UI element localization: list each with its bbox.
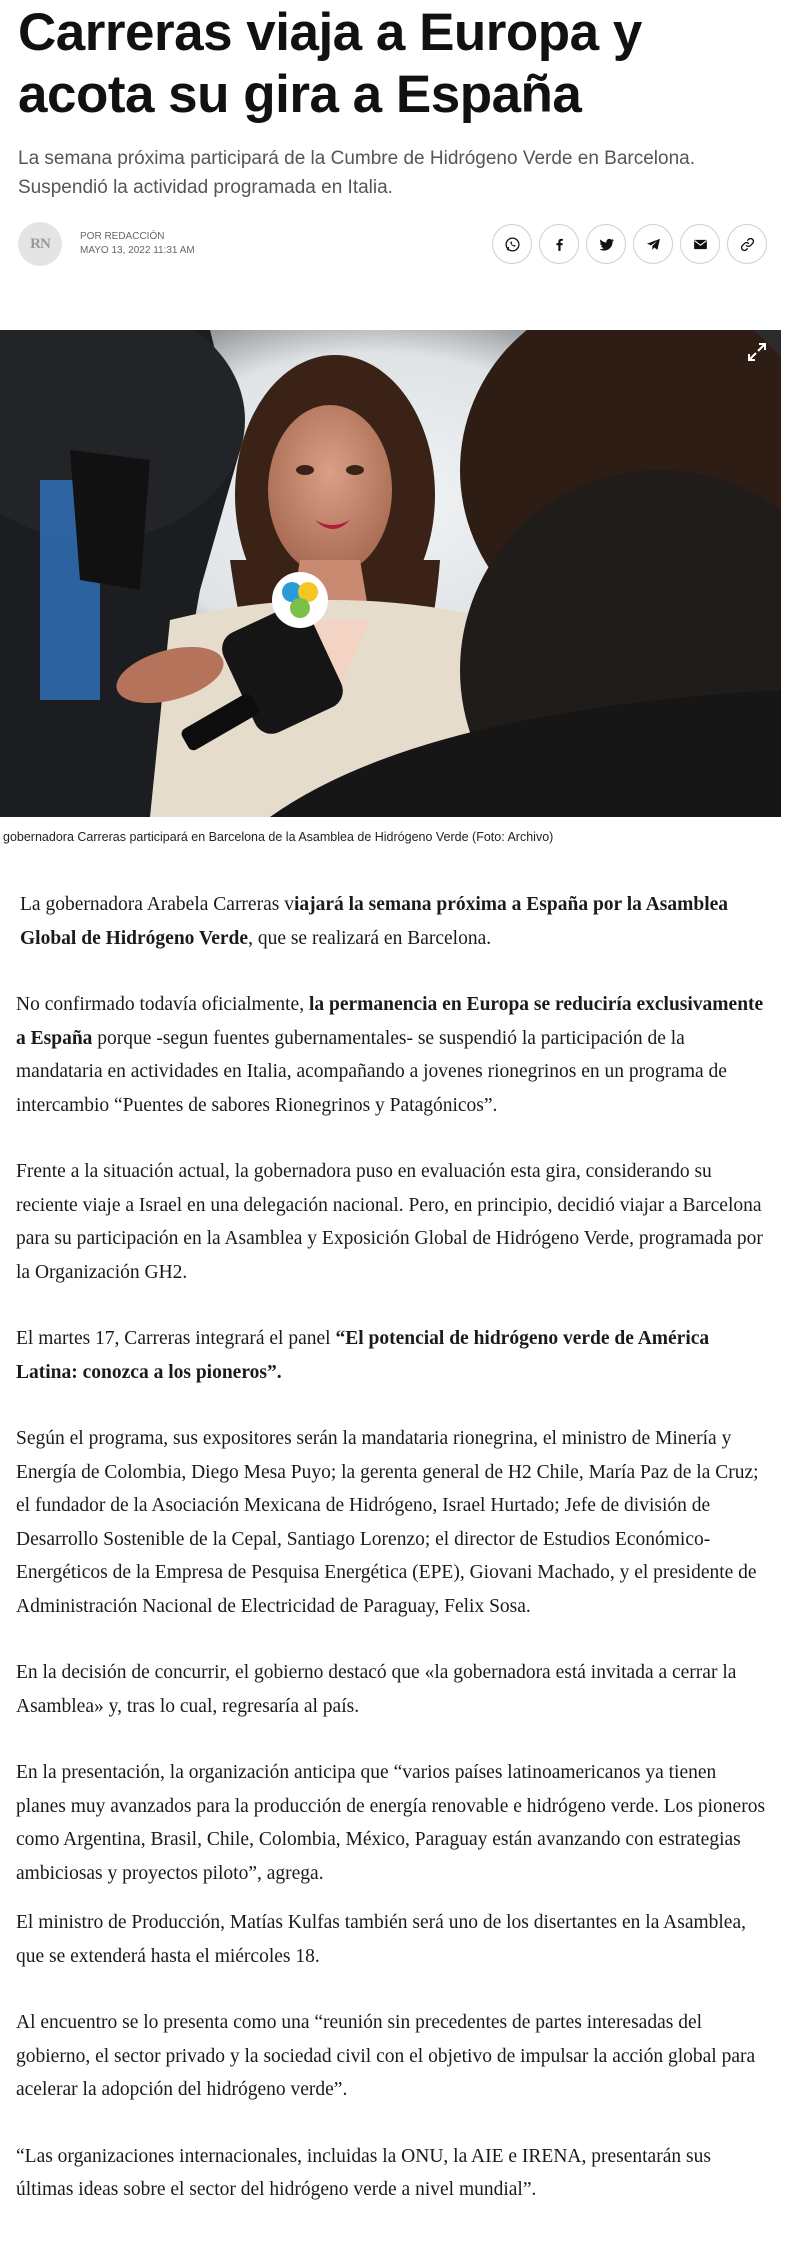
- telegram-share-button[interactable]: [633, 224, 673, 264]
- text-span: El martes 17, Carreras integrará el panel: [16, 1328, 336, 1349]
- article-subtitle: La semana próxima participará de la Cumbre de Hidrógeno Verde en Barcelona. Suspendió la actividad programada en Italia.: [18, 148, 696, 198]
- paragraph-2: [16, 988, 769, 1122]
- article-title: Carreras viaja a Europa y acota su gira a España: [18, 3, 642, 124]
- twitter-share-button[interactable]: [586, 224, 626, 264]
- expand-icon: [745, 340, 769, 364]
- featured-image[interactable]: [0, 330, 781, 817]
- email-icon: [692, 236, 709, 253]
- paragraph-5: Según el programa, sus expositores serán la mandataria rionegrina, el ministro de Minería y Energía de Colombia, Diego Mesa Puyo; la gerenta general de H2 Chile, María Paz de la Cruz; el fundador de la Asociación Mexicana de Hidrógeno, Israel Hurtado; Jefe de división de Desarrollo Sostenible de la Cepal, Santiago Lorenzo; el director de Estudios Económico-Energéticos de la Empresa de Pesquisa Energética (EPE), Giovani Machado, y el presidente de Administración Nacional de Electricidad de Paraguay, Felix Sosa.: [16, 1428, 759, 1617]
- text-span: La gobernadora Arabela Carreras v: [20, 894, 294, 915]
- article-body: [0, 888, 785, 2207]
- paragraph-9: Al encuentro se lo presenta como una “reunión sin precedentes de partes interesadas del gobierno, el sector privado y la sociedad civil con el objetivo de impulsar la acción global para acelerar la adopción del hidrógeno verde”.: [16, 2012, 756, 2100]
- publish-date: MAYO 13, 2022 11:31 AM: [80, 245, 195, 256]
- bold-text: iajará la semana próxima a España por la Asamblea Global de Hidrógeno Verde: [20, 894, 729, 949]
- paragraph-7: En la presentación, la organización anticipa que “varios países latinoamericanos ya tienen planes muy avanzados para la producción de energía renovable e hidrógeno verde. Los pioneros como Argentina, Brasil, Chile, Colombia, México, Paraguay están avanzando con estrategias ambiciosas y proyectos piloto”, agrega.: [16, 1762, 766, 1884]
- paragraph-6: En la decisión de concurrir, el gobierno destacó que «la gobernadora está invitada a cerrar la Asamblea» y, tras lo cual, regresaría al país.: [16, 1662, 737, 1717]
- author-avatar: RN: [18, 222, 62, 266]
- telegram-icon: [645, 236, 662, 253]
- bold-text: “El potencial de hidrógeno verde de América Latina: conozca a los pioneros”.: [16, 1328, 710, 1383]
- facebook-icon: [551, 236, 568, 253]
- twitter-icon: [598, 236, 615, 253]
- paragraph-4: [16, 1322, 769, 1389]
- image-caption: gobernadora Carreras participará en Barcelona de la Asamblea de Hidrógeno Verde (Foto: Archivo): [3, 830, 554, 844]
- link-icon: [739, 236, 756, 253]
- text-span: No confirmado todavía oficialmente,: [16, 994, 309, 1015]
- whatsapp-share-button[interactable]: [492, 224, 532, 264]
- copy-link-button[interactable]: [727, 224, 767, 264]
- author-block: [18, 222, 195, 266]
- facebook-share-button[interactable]: [539, 224, 579, 264]
- bold-text: la permanencia en Europa se reduciría exclusivamente a España: [16, 994, 764, 1049]
- expand-image-button[interactable]: [745, 340, 769, 364]
- paragraph-10: “Las organizaciones internacionales, incluidas la ONU, la AIE e IRENA, presentarán sus últimas ideas sobre el sector del hidrógeno verde a nivel mundial”.: [16, 2145, 711, 2200]
- governor-photo: [0, 330, 781, 817]
- text-span: , que se realizará en Barcelona.: [248, 927, 492, 949]
- text-span: porque -segun fuentes gubernamentales- se suspendió la participación de la mandataria en actividades en Italia, acompañando a jovenes rionegrinos en un programa de intercambio “Puentes de sabores Rionegrinos y Patagónicos”.: [16, 1027, 727, 1116]
- paragraph-1: [16, 888, 769, 955]
- author-info: [80, 230, 195, 258]
- email-share-button[interactable]: [680, 224, 720, 264]
- byline-row: [18, 220, 767, 268]
- author-name[interactable]: POR REDACCIÓN: [80, 231, 165, 242]
- paragraph-8: El ministro de Producción, Matías Kulfas también será uno de los disertantes en la Asamblea, que se extenderá hasta el miércoles 18.: [16, 1912, 746, 1967]
- paragraph-3: Frente a la situación actual, la gobernadora puso en evaluación esta gira, considerando su reciente viaje a Israel en una delegación nacional. Pero, en principio, decidió viajar a Barcelona para su participación en la Asamblea y Exposición Global de Hidrógeno Verde, programada por la Organización GH2.: [16, 1161, 763, 1283]
- whatsapp-icon: [504, 236, 521, 253]
- article-header: [0, 0, 785, 268]
- share-bar: [492, 224, 767, 264]
